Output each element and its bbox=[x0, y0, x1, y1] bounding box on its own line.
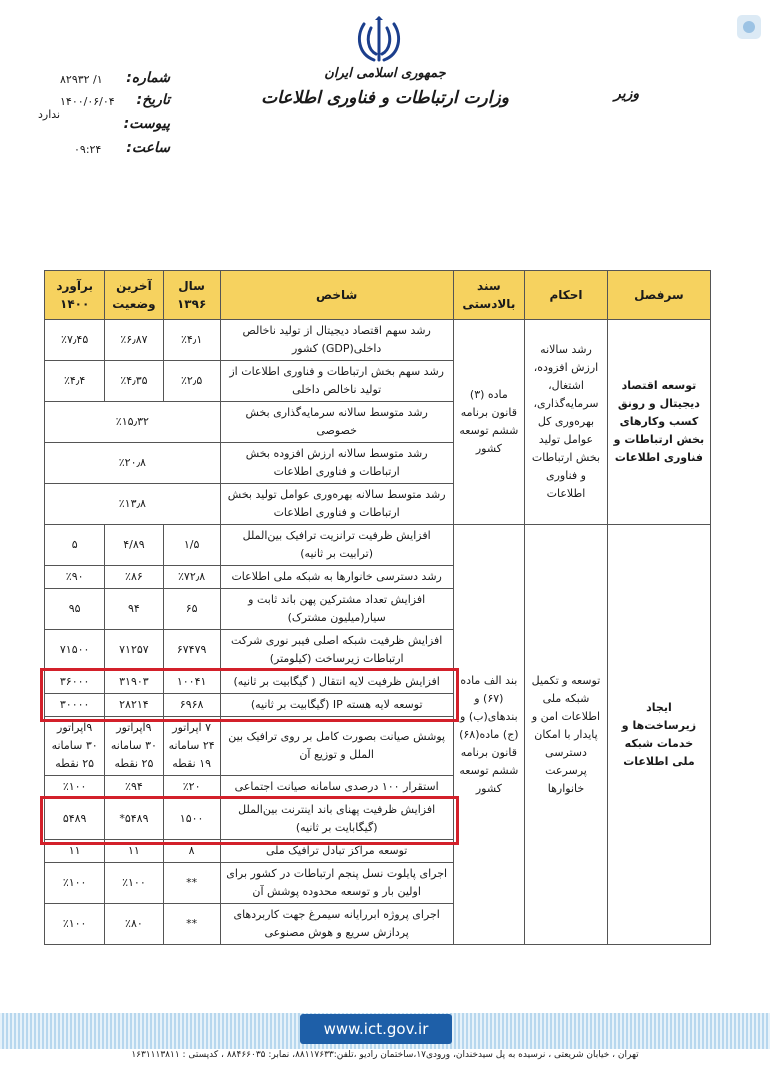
highlight-box-bandwidth bbox=[40, 796, 459, 845]
header-ahkam: احکام bbox=[525, 271, 608, 320]
header-sarfasl: سرفصل bbox=[607, 271, 710, 320]
attachment-label: پیوست: bbox=[123, 116, 170, 132]
value-1400: ٪۱۰۰ bbox=[45, 776, 105, 799]
indicator-cell: افزایش ظرفیت شبکه اصلی فیبر نوری شرکت ارتباطات زیرساخت (کیلومتر) bbox=[220, 630, 453, 671]
value-merged: ٪۱۳٫۸ bbox=[45, 484, 221, 525]
indicator-cell: رشد متوسط سالانه ارزش افزوده بخش ارتباطات و فناوری اطلاعات bbox=[220, 443, 453, 484]
table-row bbox=[45, 320, 711, 361]
indicator-cell: افزایش ظرفیت ترانزیت ترافیک بین‌الملل (ترابیت بر ثانیه) bbox=[220, 525, 453, 566]
value-latest: ٪۸۰ bbox=[105, 904, 163, 945]
indicator-cell: پوشش صیانت بصورت کامل بر روی ترافیک بین الملل و توزیع آن bbox=[220, 717, 453, 776]
indicator-cell: اجرای پایلوت نسل پنجم ارتباطات در کشور برای اولین بار و توسعه محدوده پوشش آن bbox=[220, 863, 453, 904]
value-1400: ۷۱۵۰۰ bbox=[45, 630, 105, 671]
value-1400: ٪۱۰۰ bbox=[45, 904, 105, 945]
value-1396: ۶۵ bbox=[163, 589, 220, 630]
org-line-2: وزارت ارتباطات و فناوری اطلاعات bbox=[261, 88, 509, 108]
value-merged: ٪۱۵٫۳۲ bbox=[45, 402, 221, 443]
footer-address: تهران ، خیابان شریعتی ، نرسیده به پل سیدخندان، ورودی۱۷،ساختمان رادیو ،تلفن:۸۸۱۱۷۶۳۳، نمابر: ۸۸۴۶۶۰۳۵ ، کدپستی : ۱۶۳۱۱۱۳۸۱۱ bbox=[131, 1050, 639, 1060]
value-1396: ۶۹۶۸ bbox=[163, 694, 220, 717]
value-1400: ۳۶۰۰۰ bbox=[45, 671, 105, 694]
value-latest: ٪۸۶ bbox=[105, 566, 163, 589]
value-1400: ٪۱۰۰ bbox=[45, 863, 105, 904]
group2-sarfasl: ایجاد زیرساخت‌ها و خدمات شبکه ملی اطلاعات bbox=[607, 525, 710, 945]
corner-logo-icon bbox=[736, 14, 762, 40]
value-1400: ۹۵ bbox=[45, 589, 105, 630]
table-row bbox=[45, 525, 711, 566]
indicator-cell: افزایش ظرفیت لایه انتقال ( گیگابیت بر ثانیه) bbox=[220, 671, 453, 694]
value-1400: ۱۱ bbox=[45, 840, 105, 863]
value-latest: ٪۶٫۸۷ bbox=[105, 320, 163, 361]
value-1396: ٪۷۲٫۸ bbox=[163, 566, 220, 589]
table-header-row bbox=[45, 271, 711, 320]
org-line-1: جمهوری اسلامی ایران bbox=[324, 66, 446, 81]
value-latest: ۲۸۲۱۴ bbox=[105, 694, 163, 717]
indicator-cell: افزایش ظرفیت پهنای باند اینترنت بین‌الملل (گیگابایت بر ثانیه) bbox=[220, 799, 453, 840]
value-latest: ٪۴٫۳۵ bbox=[105, 361, 163, 402]
value-1400: ۳۰۰۰۰ bbox=[45, 694, 105, 717]
value-1400: ۹اپراتور ۳۰ سامانه ۲۵ نقطه bbox=[45, 717, 105, 776]
group1-sarfasl: توسعه اقتصاد دیجیتال و رونق کسب وکارهای بخش ارتباطات و فناوری اطلاعات bbox=[607, 320, 710, 525]
value-1396: ٪۴٫۱ bbox=[163, 320, 220, 361]
value-latest: ۵۴۸۹* bbox=[105, 799, 163, 840]
website-link[interactable]: www.ict.gov.ir bbox=[300, 1014, 452, 1044]
value-1396: ٪۲۰ bbox=[163, 776, 220, 799]
header-shakhes: شاخص bbox=[220, 271, 453, 320]
date-label: تاریخ: bbox=[136, 92, 170, 108]
value-1400: ۵ bbox=[45, 525, 105, 566]
indicator-cell: رشد دسترسی خانوارها به شبکه ملی اطلاعات bbox=[220, 566, 453, 589]
value-1396: ۱۰۰۴۱ bbox=[163, 671, 220, 694]
value-latest: ٪۱۰۰ bbox=[105, 863, 163, 904]
time-value: ۰۹:۲۴ bbox=[74, 143, 102, 156]
indicator-cell: رشد سهم اقتصاد دیجیتال از تولید ناخالص داخلی(GDP) کشور bbox=[220, 320, 453, 361]
header-baravard: برآورد ۱۴۰۰ bbox=[45, 271, 105, 320]
attachment-value: ندارد bbox=[38, 108, 61, 121]
letter-meta bbox=[38, 70, 170, 164]
group2-ahkam: توسعه و تکمیل شبکه ملی اطلاعات امن و پایدار با امکان دسترسی پرسرعت خانوارها bbox=[525, 525, 608, 945]
value-1400: ٪۴٫۴ bbox=[45, 361, 105, 402]
value-1396: ۱/۵ bbox=[163, 525, 220, 566]
group2-sanad: بند الف ماده (۶۷) و بندهای(ب) و (ج) ماده(۶۸) قانون برنامه ششم توسعه کشور bbox=[453, 525, 525, 945]
value-1400: ٪۷٫۴۵ bbox=[45, 320, 105, 361]
number-value: ۱/ ۸۲۹۳۲ bbox=[60, 73, 103, 86]
iran-emblem-icon bbox=[354, 14, 404, 66]
value-1396: ٪۲٫۵ bbox=[163, 361, 220, 402]
group1-sanad: ماده (۳) قانون برنامه ششم توسعه کشور bbox=[453, 320, 525, 525]
value-1396: ** bbox=[163, 863, 220, 904]
indicator-cell: رشد متوسط سالانه سرمایه‌گذاری بخش خصوصی bbox=[220, 402, 453, 443]
value-latest: ۹۴ bbox=[105, 589, 163, 630]
group1-ahkam: رشد سالانه ارزش افزوده، اشتغال، سرمایه‌گذاری، بهره‌وری کل عوامل تولید بخش ارتباطات و فناوری اطلاعات bbox=[525, 320, 608, 525]
value-latest: ۷۱۲۵۷ bbox=[105, 630, 163, 671]
value-1400: ۵۴۸۹ bbox=[45, 799, 105, 840]
value-1396: ۸ bbox=[163, 840, 220, 863]
value-latest: ۳۱۹۰۳ bbox=[105, 671, 163, 694]
date-value: ۱۴۰۰/۰۶/۰۴ bbox=[60, 95, 115, 108]
header-sanad: سند بالادستی bbox=[453, 271, 525, 320]
value-merged: ٪۲۰٫۸ bbox=[45, 443, 221, 484]
indicator-cell: توسعه لایه هسته IP (گیگابیت بر ثانیه) bbox=[220, 694, 453, 717]
indicator-cell: افزایش تعداد مشترکین پهن باند ثابت و سیار(میلیون مشترک) bbox=[220, 589, 453, 630]
value-latest: ٪۹۴ bbox=[105, 776, 163, 799]
indicator-cell: رشد متوسط سالانه بهره‌وری عوامل تولید بخش ارتباطات و فناوری اطلاعات bbox=[220, 484, 453, 525]
indicator-cell: توسعه مراکز تبادل ترافیک ملی bbox=[220, 840, 453, 863]
highlight-box-transmission bbox=[40, 668, 459, 722]
value-latest: ۱۱ bbox=[105, 840, 163, 863]
value-1400: ٪۹۰ bbox=[45, 566, 105, 589]
header-akharin: آخرین وضعیت bbox=[105, 271, 163, 320]
indicator-cell: رشد سهم بخش ارتباطات و فناوری اطلاعات از تولید ناخالص داخلی bbox=[220, 361, 453, 402]
value-1396: ۷ اپراتور ۲۴ سامانه ۱۹ نقطه bbox=[163, 717, 220, 776]
value-1396: ۱۵۰۰ bbox=[163, 799, 220, 840]
indicator-cell: اجرای پروژه ابررایانه سیمرغ جهت کاربردهای پردازش سریع و هوش مصنوعی bbox=[220, 904, 453, 945]
value-1396: ۶۷۴۷۹ bbox=[163, 630, 220, 671]
value-latest: ۴/۸۹ bbox=[105, 525, 163, 566]
value-latest: ۹اپراتور ۳۰ سامانه ۲۵ نقطه bbox=[105, 717, 163, 776]
time-label: ساعت: bbox=[126, 140, 170, 156]
indicator-cell: استقرار ۱۰۰ درصدی سامانه صیانت اجتماعی bbox=[220, 776, 453, 799]
number-label: شماره: bbox=[126, 70, 170, 86]
minister-label: وزیر bbox=[614, 86, 640, 102]
value-1396: ** bbox=[163, 904, 220, 945]
header-sal: سال ۱۳۹۶ bbox=[163, 271, 220, 320]
